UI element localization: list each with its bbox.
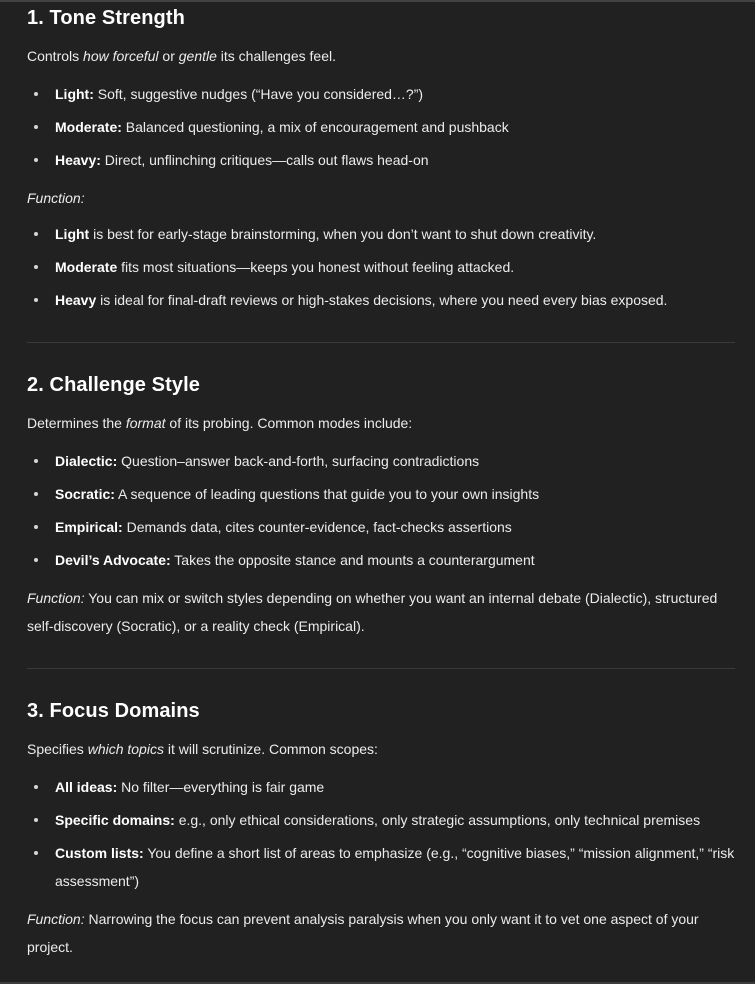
bullet-list	[27, 773, 735, 895]
bullet-list	[27, 80, 735, 174]
section-heading: 1. Tone Strength	[27, 7, 185, 29]
bullet-icon	[34, 459, 38, 463]
bullet-icon	[34, 298, 38, 302]
list-item: Heavy: Direct, unflinching critiques—calls out flaws head-on	[27, 146, 735, 174]
bullet-icon	[34, 492, 38, 496]
viewport-top-edge	[0, 0, 755, 2]
list-item: Light is best for early-stage brainstorming, when you don’t want to shut down creativity.	[27, 220, 735, 248]
section-intro: Controls how forceful or gentle its challenges feel.	[27, 48, 336, 64]
list-item: Dialectic: Question–answer back-and-forth, surfacing contradictions	[27, 447, 735, 475]
section-divider	[27, 668, 735, 669]
bullet-icon	[34, 265, 38, 269]
section-heading: 3. Focus Domains	[27, 700, 200, 722]
section-intro: Determines the format of its probing. Common modes include:	[27, 415, 413, 431]
bullet-icon	[34, 558, 38, 562]
function-paragraph: Function: You can mix or switch styles depending on whether you want an internal debate (Dialectic), structured self-discovery (Socratic), or a reality check (Empirical).	[27, 590, 718, 634]
list-item: Devil’s Advocate: Takes the opposite stance and mounts a counterargument	[27, 546, 735, 574]
list-item: Heavy is ideal for final-draft reviews or high-stakes decisions, where you need every bias exposed.	[27, 286, 735, 314]
list-item: Moderate: Balanced questioning, a mix of encouragement and pushback	[27, 113, 735, 141]
bullet-icon	[34, 232, 38, 236]
bullet-icon	[34, 125, 38, 129]
function-paragraph: Function: Narrowing the focus can prevent analysis paralysis when you only want it to vet one aspect of your project.	[27, 911, 699, 955]
section-tone-strength	[27, 4, 735, 314]
section-intro: Specifies which topics it will scrutinize. Common scopes:	[27, 741, 378, 757]
section-focus-domains	[27, 697, 735, 961]
bullet-icon	[34, 785, 38, 789]
function-bullet-list	[27, 220, 735, 314]
section-challenge-style	[27, 371, 735, 640]
list-item: All ideas: No filter—everything is fair game	[27, 773, 735, 801]
function-label: Function:	[27, 190, 85, 206]
section-divider	[27, 342, 735, 343]
list-item: Socratic: A sequence of leading questions that guide you to your own insights	[27, 480, 735, 508]
bullet-icon	[34, 158, 38, 162]
list-item: Moderate fits most situations—keeps you honest without feeling attacked.	[27, 253, 735, 281]
bullet-icon	[34, 851, 38, 855]
document-body	[27, 4, 735, 961]
list-item: Light: Soft, suggestive nudges (“Have you considered…?”)	[27, 80, 735, 108]
list-item: Empirical: Demands data, cites counter-evidence, fact-checks assertions	[27, 513, 735, 541]
bullet-icon	[34, 818, 38, 822]
list-item: Specific domains: e.g., only ethical considerations, only strategic assumptions, only technical premises	[27, 806, 735, 834]
bullet-list	[27, 447, 735, 574]
bullet-icon	[34, 525, 38, 529]
list-item: Custom lists: You define a short list of areas to emphasize (e.g., “cognitive biases,” “mission alignment,” “risk assessment”)	[27, 839, 735, 895]
section-heading: 2. Challenge Style	[27, 374, 200, 396]
bullet-icon	[34, 92, 38, 96]
